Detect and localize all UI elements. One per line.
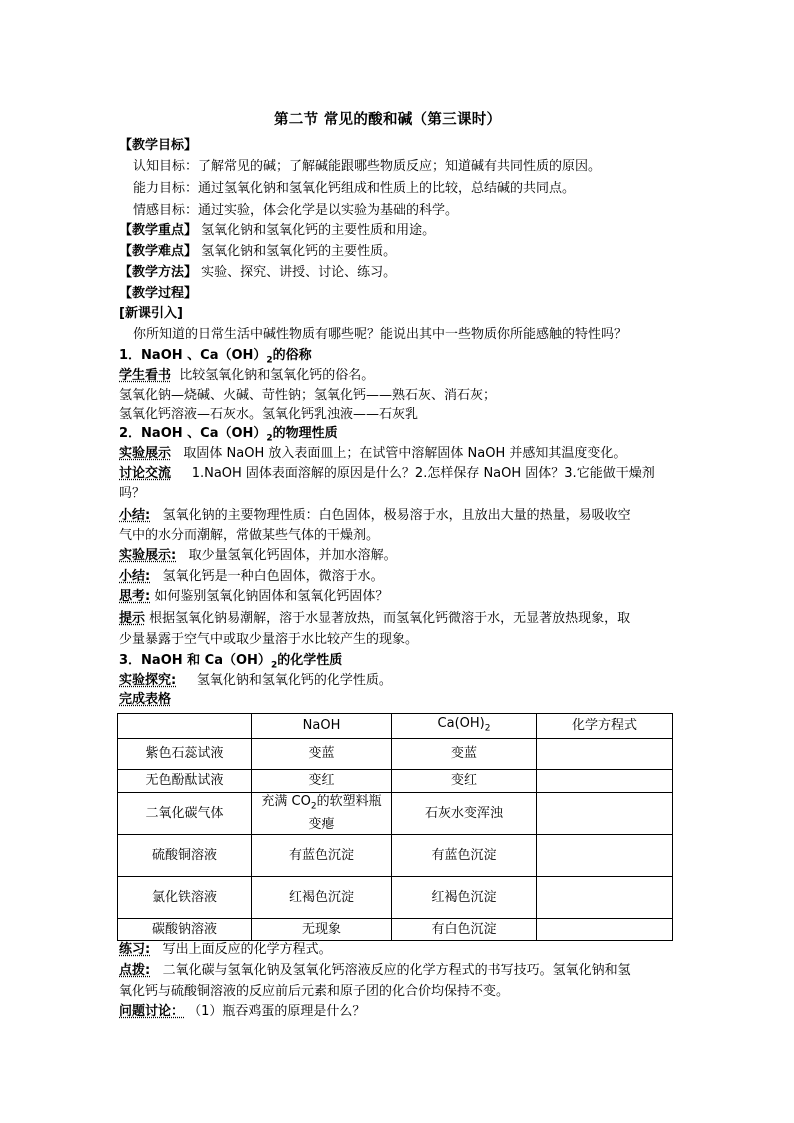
- equation-cell[interactable]: [537, 919, 673, 941]
- section3-heading-pre: 3．NaOH 和 Ca（OH）: [119, 653, 271, 668]
- methods-text: 实验、探究、讲授、讨论、练习。: [201, 265, 397, 280]
- tip-label: 点拨:: [119, 963, 151, 978]
- hint-text: 根据氢氧化钠易潮解，溶于水显著放热，而氢氧化钙微溶于水，无显著放热现象，取: [149, 611, 631, 626]
- reagent-cell: 氯化铁溶液: [118, 877, 252, 919]
- caoh-cell: 有白色沉淀: [392, 919, 537, 941]
- goal-emotion: 情感目标：通过实验，体会化学是以实验为基础的科学。: [133, 203, 459, 218]
- caoh-cell: 变蓝: [392, 739, 537, 770]
- key-points-text: 氢氧化钠和氢氧化钙的主要性质和用途。: [201, 223, 436, 238]
- read-text: 比较氢氧化钠和氢氧化钙的俗名。: [179, 368, 375, 383]
- demo2-line: [119, 546, 397, 566]
- section1-heading-pre: 1．NaOH 、Ca（OH）: [119, 348, 267, 363]
- practice-text: 写出上面反应的化学方程式。: [162, 942, 332, 957]
- table-label: 完成表格: [119, 692, 172, 707]
- table-header-row: [118, 714, 673, 739]
- reagent-cell: 紫色石蕊试液: [118, 739, 252, 770]
- section2-heading-post: 的物理性质: [272, 426, 338, 441]
- hint-label: 提示: [119, 611, 146, 626]
- naoh-cell: [252, 793, 392, 835]
- summary2-label: 小结:: [119, 569, 151, 584]
- methods-label: 【教学方法】: [119, 265, 198, 280]
- caoh-cell: 变红: [392, 770, 537, 793]
- reagent-cell: 硫酸铜溶液: [118, 835, 252, 877]
- explore-line: [119, 671, 392, 691]
- think-line: [119, 587, 388, 607]
- section1-read: [119, 366, 374, 386]
- discuss-text: 1.NaOH 固体表面溶解的原因是什么？2.怎样保存 NaOH 固体？3.它能做干燥剂: [191, 466, 655, 481]
- tip-text: 二氧化碳与氢氧化钠及氢氧化钙溶液反应的化学方程式的书写技巧。氢氧化钠和氢: [162, 963, 631, 978]
- equation-cell[interactable]: [537, 877, 673, 919]
- reagent-cell: 无色酚酞试液: [118, 770, 252, 793]
- discuss-label: 讨论交流: [119, 466, 172, 481]
- equation-cell[interactable]: [537, 835, 673, 877]
- tip-line: [119, 961, 631, 981]
- section2-heading-sub: 2: [266, 433, 273, 444]
- table-header-cell: [118, 714, 252, 739]
- table-header-cell: 化学方程式: [537, 714, 673, 739]
- table-header-cell: NaOH: [252, 714, 392, 739]
- summary-line2: 气中的水分而潮解，常做某些气体的干燥剂。: [119, 528, 380, 543]
- ca-header-text: Ca(OH): [437, 715, 485, 731]
- hint-line2: 少量暴露于空气中或取少量溶于水比较产生的现象。: [119, 632, 419, 647]
- process-heading: 【教学过程】: [119, 286, 198, 301]
- naoh-cell: 红褐色沉淀: [252, 877, 392, 919]
- ca-header-sub: 2: [484, 723, 491, 734]
- intro-label: [新课引入]: [119, 306, 183, 321]
- equation-cell[interactable]: [537, 770, 673, 793]
- key-points-label: 【教学重点】: [119, 223, 198, 238]
- goal-cognitive: 认知目标：了解常见的碱；了解碱能跟哪些物质反应；知道碱有共同性质的原因。: [133, 159, 602, 174]
- naoh-cell: 无现象: [252, 919, 392, 941]
- naoh-co2-line2: 变瘪: [308, 816, 335, 832]
- section3-heading-post: 的化学性质: [277, 653, 343, 668]
- naoh-co2-post: 的软塑料瓶: [316, 794, 382, 810]
- methods: [119, 263, 396, 283]
- section1-heading-post: 的俗称: [272, 348, 312, 363]
- summary2-line: [119, 567, 384, 587]
- equation-cell[interactable]: [537, 739, 673, 770]
- think-text: 如何鉴别氢氧化钠固体和氢氧化钙固体？: [154, 589, 389, 604]
- question-line: [119, 1002, 365, 1022]
- summary-text: 氢氧化钠的主要物理性质：白色固体，极易溶于水，且放出大量的热量，易吸收空: [162, 508, 631, 523]
- practice-label: 练习:: [119, 942, 151, 957]
- tip-line2: 氧化钙与硫酸铜溶液的反应前后元素和原子团的化合价均保持不变。: [119, 984, 510, 999]
- discuss-line2: 吗？: [119, 486, 146, 501]
- naoh-co2-pre: 充满 CO: [261, 794, 311, 810]
- demo-line: [119, 444, 626, 464]
- explore-text: 氢氧化钠和氢氧化钙的化学性质。: [196, 673, 392, 688]
- naoh-cell: 变蓝: [252, 739, 392, 770]
- section3-heading-sub: 2: [270, 660, 278, 671]
- names-line1: 氢氧化钠—烧碱、火碱、苛性钠；氢氧化钙——熟石灰、消石灰；: [119, 388, 497, 403]
- think-label: 思考:: [119, 589, 151, 604]
- intro-text: 你所知道的日常生活中碱性物质有哪些呢？能说出其中一些物质你所能感触的特性吗？: [133, 327, 628, 342]
- section1-heading-sub: 2: [266, 355, 273, 366]
- read-label: 学生看书: [119, 368, 172, 383]
- caoh-cell: 石灰水变浑浊: [392, 793, 537, 835]
- question-label: 问题讨论：: [119, 1004, 185, 1019]
- table-header-cell: [392, 714, 537, 739]
- names-line2: 氢氧化钙溶液—石灰水。氢氧化钙乳浊液——石灰乳: [119, 407, 419, 422]
- page-title: 第二节 常见的酸和碱（第三课时）: [274, 112, 502, 128]
- difficulties-text: 氢氧化钠和氢氧化钙的主要性质。: [201, 244, 397, 259]
- explore-label: 实验探究:: [119, 673, 177, 688]
- section2-heading-pre: 2．NaOH 、Ca（OH）: [119, 426, 267, 441]
- goal-ability: 能力目标：通过氢氧化钠和氢氧化钙组成和性质上的比较，总结碱的共同点。: [133, 181, 576, 196]
- equation-cell[interactable]: [537, 793, 673, 835]
- difficulties-label: 【教学难点】: [119, 244, 198, 259]
- table-row: [118, 877, 673, 919]
- discuss-line: [119, 464, 655, 484]
- reagent-cell: 碳酸钠溶液: [118, 919, 252, 941]
- caoh-cell: 有蓝色沉淀: [392, 835, 537, 877]
- naoh-cell: 有蓝色沉淀: [252, 835, 392, 877]
- table-row: [118, 770, 673, 793]
- question-text: （1）瓶吞鸡蛋的原理是什么？: [188, 1004, 366, 1019]
- table-row: [118, 793, 673, 835]
- naoh-cell: 变红: [252, 770, 392, 793]
- summary-label: 小结:: [119, 508, 151, 523]
- table-row: [118, 835, 673, 877]
- reagent-cell: 二氧化碳气体: [118, 793, 252, 835]
- demo2-label: 实验展示:: [119, 548, 177, 563]
- caoh-cell: 红褐色沉淀: [392, 877, 537, 919]
- demo-label: 实验展示: [119, 446, 172, 461]
- table-row: [118, 739, 673, 770]
- demo-text: 取固体 NaOH 放入表面皿上；在试管中溶解固体 NaOH 并感知其温度变化。: [183, 446, 627, 461]
- goals-heading: 【教学目标】: [119, 138, 198, 153]
- difficulties: [119, 242, 396, 262]
- table-row: [118, 919, 673, 941]
- summary-line: [119, 506, 631, 526]
- practice-line: [119, 940, 332, 960]
- demo2-text: 取少量氢氧化钙固体，并加水溶解。: [188, 548, 397, 563]
- naoh-co2-sub: 2: [310, 801, 317, 812]
- reaction-table: [117, 713, 673, 941]
- summary2-text: 氢氧化钙是一种白色固体，微溶于水。: [162, 569, 384, 584]
- key-points: [119, 221, 435, 241]
- hint-line: [119, 609, 630, 629]
